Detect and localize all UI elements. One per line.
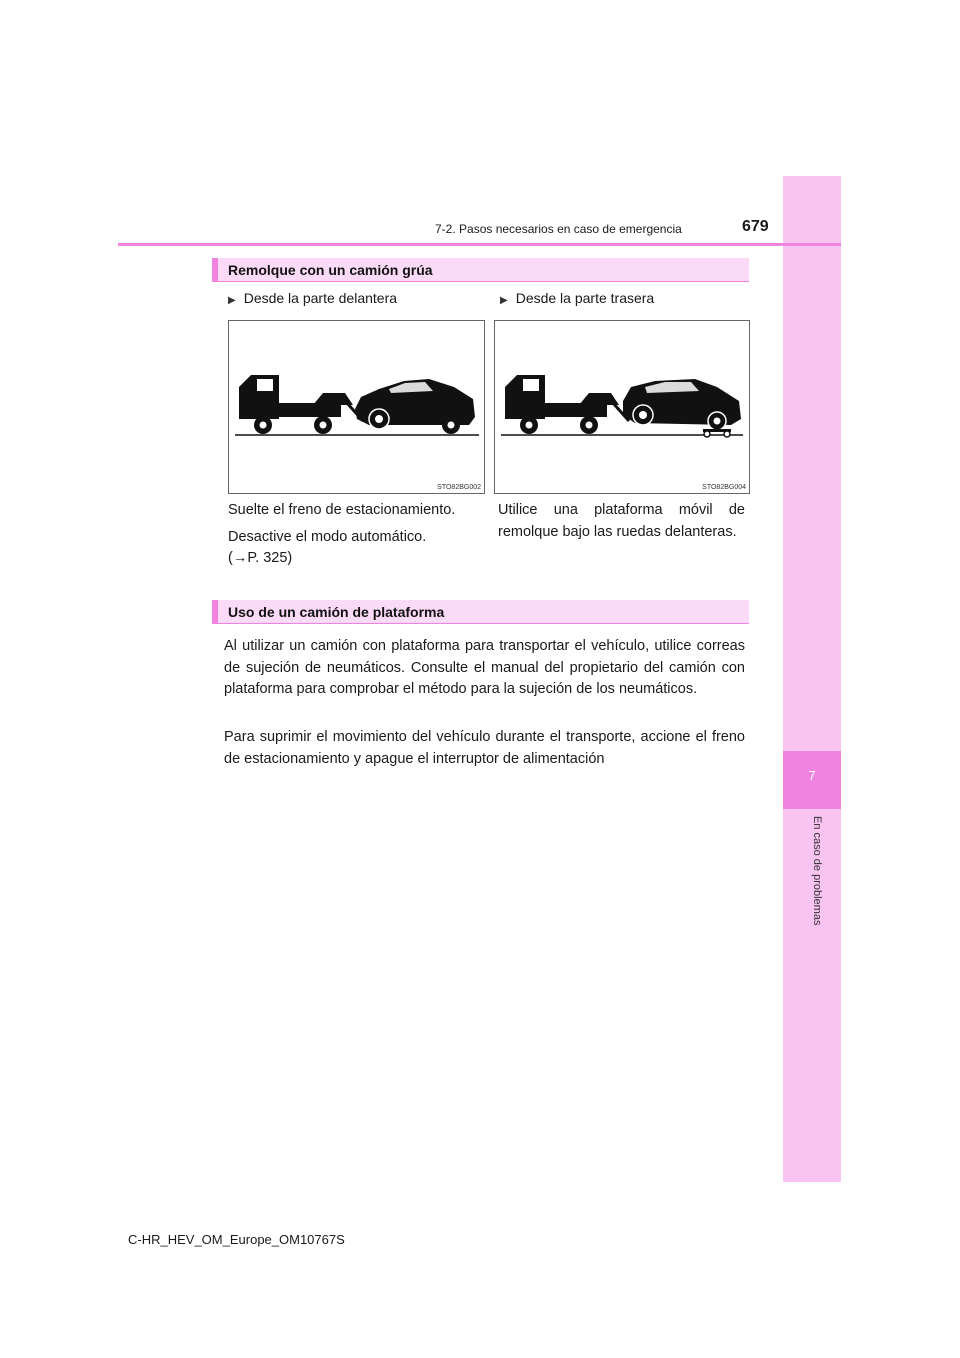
paragraph-flatbed-1: Al utilizar un camión con plataforma para transportar el vehículo, utilice correas de sujeción de neumáticos. Consulte el manual del propietario del camión con plataforma para comprobar el método para la sujeción de los neumáticos. (224, 638, 745, 697)
caption-front-1: Suelte el freno de estacionamiento. (228, 502, 456, 518)
caption-front-2: Desactive el modo automático. (228, 529, 427, 545)
footer-doc-id: C-HR_HEV_OM_Europe_OM10767S (128, 1232, 345, 1247)
subheading-text: Uso de un camión de plataforma (228, 604, 445, 620)
bullet-front (228, 290, 397, 306)
chapter-side-tab (783, 176, 841, 1182)
chapter-number: 7 (808, 768, 816, 783)
figure-front-towing (228, 320, 485, 494)
bullet-rear (500, 290, 654, 306)
tow-truck-front-illustration (229, 321, 484, 493)
subheading-text: Remolque con un camión grúa (228, 262, 433, 278)
header-rule (118, 243, 841, 246)
chapter-title: En caso de problemas (811, 816, 823, 926)
caption-front-ref[interactable]: (→P. 325) (228, 550, 293, 566)
subheading-flatbed (212, 600, 749, 624)
bullet-text: Desde la parte delantera (243, 290, 398, 306)
triangle-bullet-icon: ▶ (228, 295, 236, 306)
tow-truck-rear-illustration (495, 321, 749, 493)
paragraph-flatbed-2: Para suprimir el movimiento del vehículo durante el transporte, accione el freno de estacionamiento y apague el interruptor de alimentación (224, 729, 745, 767)
page-number: 679 (742, 218, 769, 235)
caption-rear: Utilice una plataforma móvil de remolque bajo las ruedas delanteras. (498, 502, 745, 540)
figure-rear-towing (494, 320, 750, 494)
figure-code: STO82BG002 (437, 484, 481, 491)
figure-code: STO82BG004 (702, 484, 746, 491)
triangle-bullet-icon: ▶ (500, 295, 508, 306)
section-header: 7-2. Pasos necesarios en caso de emergencia (435, 222, 682, 236)
bullet-text: Desde la parte trasera (515, 290, 655, 306)
subheading-tow-truck (212, 258, 749, 282)
